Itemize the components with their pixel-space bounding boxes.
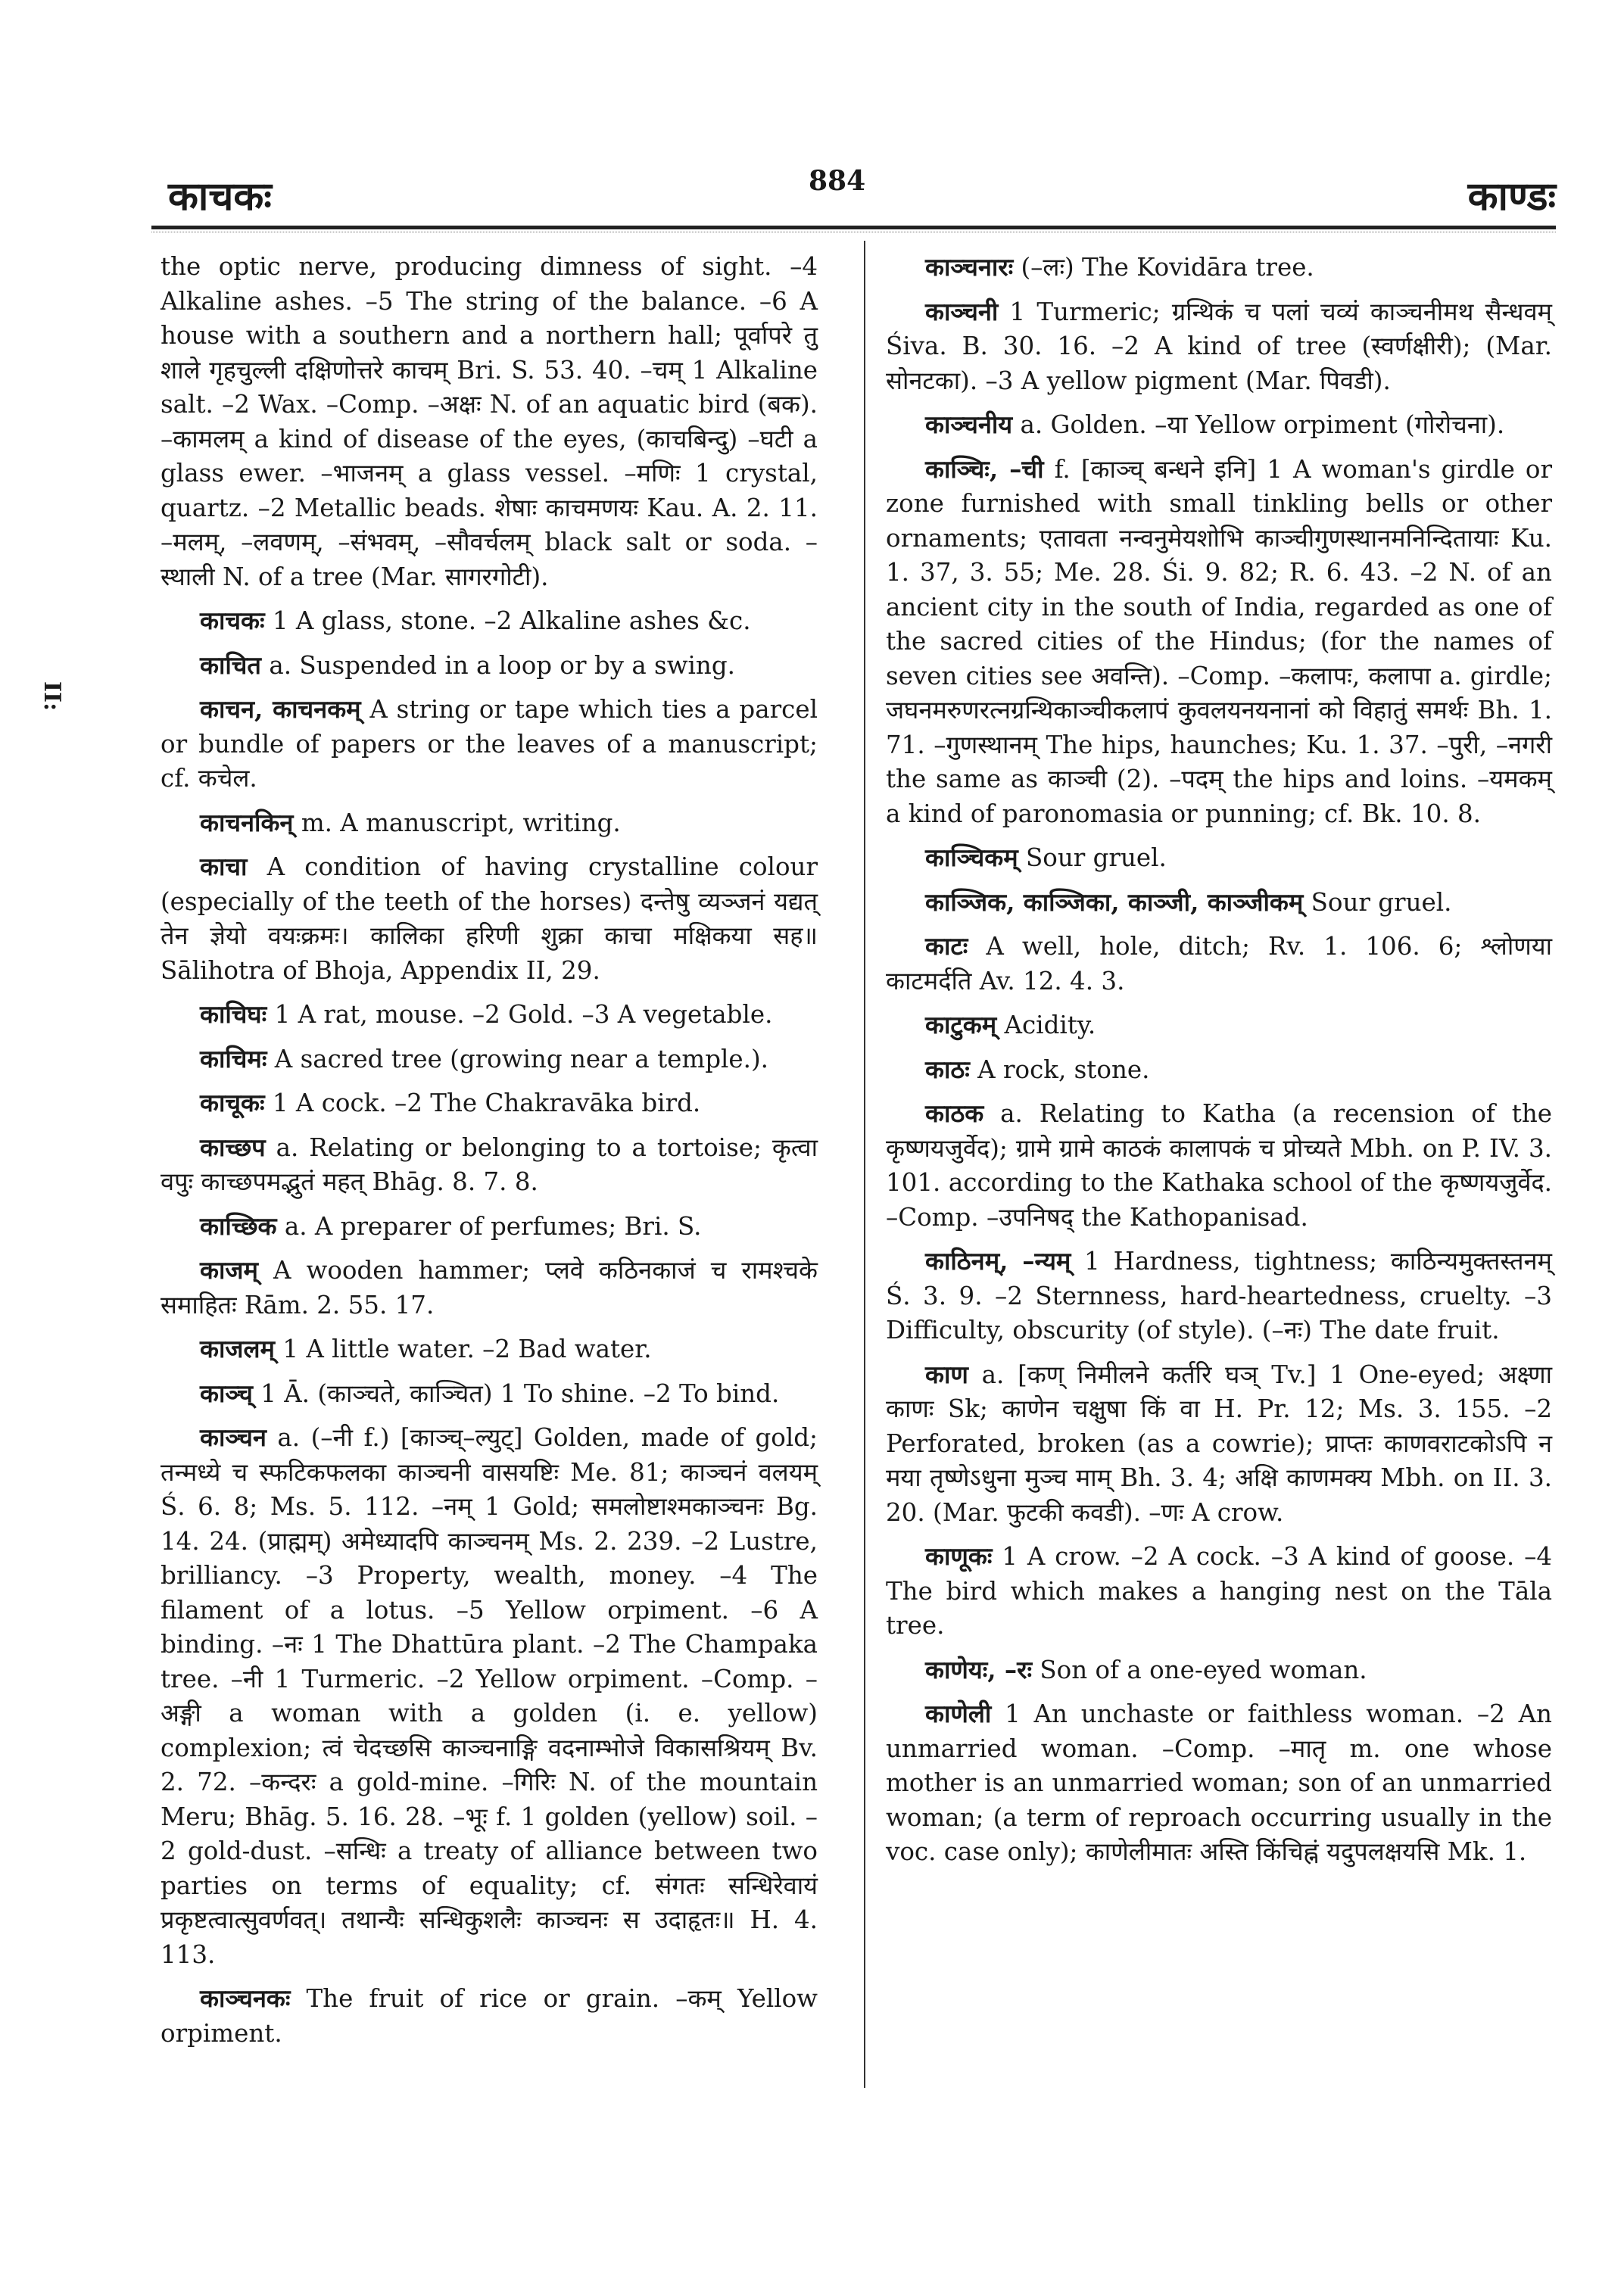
margin-mark: II: — [39, 681, 65, 712]
headword: काठक — [925, 1098, 984, 1128]
entry-text: 1 Hardness, tightness; काठिन्यमुक्तस्तनम् Ś. 3. 9. –2 Sternness, hard-heartedness, cruelty. –3 Difficulty, obscurity (of style). (–नः) The date fruit. — [886, 1247, 1552, 1344]
dictionary-entry — [161, 603, 818, 639]
dictionary-entry — [886, 929, 1552, 999]
headword: काजलम् — [200, 1334, 275, 1363]
headword: काञ्चनारः — [925, 252, 1014, 282]
dictionary-entry — [886, 1653, 1552, 1688]
headword: काञ्चनी — [925, 296, 999, 326]
headword: काणेयः, –रः — [925, 1654, 1033, 1684]
entry-text: A well, hole, ditch; Rv. 1. 106. 6; श्लोणया काटमर्दति Av. 12. 4. 3. — [886, 932, 1552, 995]
headword: काचूकः — [200, 1088, 265, 1117]
entry-text: Son of a one-eyed woman. — [1040, 1655, 1367, 1684]
entry-text: a. (–नी f.) [काञ्च्–ल्युट्] Golden, made of gold; तन्मध्ये च स्फटिकफलका काञ्चनी वासयष्टिः Me. 81; काञ्चनं वलयम् Ś. 6. 8; Ms. 5. 112. –नम् 1 Gold; समलोष्टाश्मकाञ्चनः Bg. 14. 24. (प्राह्मम्) अमेध्यादपि काञ्चनम् Ms. 2. 239. –2 Lustre, brilliancy. –3 Property, wealth, money. –4 The filament of a lotus. –5 Yellow orpiment. –6 A binding. –नः 1 The Dhattūra plant. –2 The Champaka tree. –नी 1 Turmeric. –2 Yellow orpiment. –Comp. –अङ्गी a woman with a golden (i. e. yellow) complexion; त्वं चेदच्छसि काञ्चनाङ्गि वदनाम्भोजे विकासश्रियम् Bv. 2. 72. –कन्दरः a gold-mine. –गिरिः N. of the mountain Meru; Bhāg. 5. 16. 28. –भूः f. 1 golden (yellow) soil. –2 gold-dust. –सन्धिः a treaty of alliance between two parties on terms of equality; cf. संगतः सन्धिरेवायं प्रकृष्टत्वात्सुवर्णवत्। तथान्यैः सन्धिकुशलैः काञ्चनः स उदाहृतः॥ H. 4. 113. — [161, 1423, 818, 1969]
dictionary-entry — [161, 805, 818, 841]
dictionary-entry — [886, 1008, 1552, 1043]
header-rule — [151, 226, 1556, 229]
headword: काच्छप — [200, 1132, 266, 1162]
entry-text: Sour gruel. — [1311, 887, 1452, 917]
entry-text: a. Relating or belonging to a tortoise; कृत्वा वपुः काच्छपमद्भुतं महत् Bhāg. 8. 7. 8. — [161, 1132, 818, 1196]
entry-text: m. A manuscript, writing. — [301, 808, 621, 837]
headword: काचनकिन् — [200, 807, 294, 837]
entry-continuation — [161, 250, 818, 594]
header-right-guideword: काण्डः — [1467, 173, 1556, 220]
headword: काचकः — [200, 606, 265, 635]
dictionary-entry — [161, 1332, 818, 1367]
headword: काचित — [200, 650, 261, 680]
dictionary-entry — [886, 250, 1552, 285]
entry-text: A condition of having crystalline colour (especially of the teeth of the horses) दन्तेषु व्यञ्जनं यद्यत् तेन ज्ञेयो वयःक्रमः। कालिका हरिणी शुक्रा काचा मक्षिकया सह॥ Sālihotra of Bhoja, Appendix II, 29. — [161, 852, 818, 985]
headword: काणूकः — [925, 1541, 993, 1571]
entry-text: A wooden hammer; प्लवे कठिनकाजं च रामश्चके समाहितः Rām. 2. 55. 17. — [161, 1256, 818, 1319]
headword: काञ्चनकः — [200, 1983, 291, 2013]
dictionary-entry — [886, 885, 1552, 921]
column-divider — [864, 241, 865, 2088]
right-column — [886, 250, 1552, 1879]
dictionary-entry — [886, 840, 1552, 876]
entry-text: 1 An unchaste or faithless woman. –2 An unmarried woman. –Comp. –मातृ m. one whose mother is an unmarried woman; son of an unmarried woman; (a term of reproach occurring usually in the voc. case only); काणेलीमातः अस्ति किंचिह्नं यदुपलक्षयसि Mk. 1. — [886, 1699, 1552, 1866]
headword: काञ्च् — [200, 1378, 253, 1408]
headword: काठः — [925, 1054, 970, 1084]
dictionary-entry — [886, 1539, 1552, 1643]
dictionary-entry — [161, 648, 818, 684]
entry-text: 1 Turmeric; ग्रन्थिकं च पलां चव्यं काञ्चनीमथ सैन्धवम् Śiva. B. 30. 16. –2 A kind of tree (स्वर्णक्षीरी); (Mar. सोनटका). –3 A yellow pigment (Mar. पिवडी). — [886, 297, 1552, 395]
headword: काञ्चनीय — [925, 410, 1013, 439]
entry-text: 1 A cock. –2 The Chakravāka bird. — [272, 1089, 701, 1117]
header-left-guideword: काचकः — [168, 173, 272, 220]
entry-text: The fruit of rice or grain. –कम् Yellow orpiment. — [161, 1984, 818, 2048]
dictionary-entry — [161, 1981, 818, 2051]
headword: काञ्चिकम् — [925, 843, 1018, 872]
entry-text: 1 A crow. –2 A cock. –3 A kind of goose. –4 The bird which makes a hanging nest on the Tāla tree. — [886, 1542, 1553, 1640]
entry-text: f. [काञ्च् बन्धने इनि] 1 A woman's girdle or zone furnished with small tinkling bells or other ornaments; एतावता नन्वनुमेयशोभि काञ्चीगुणस्थानमनिन्दितायाः Ku. 1. 37, 3. 55; Me. 28. Śi. 9. 82; R. 6. 43. –2 N. of an ancient city in the south of India, regarded as one of the sacred cities of the Hindus; (for the names of seven cities see अवन्ति). –Comp. –कलापः, कलापा a. girdle; जघनमरुणरत्नग्रन्थिकाञ्चीकलापं कुवलयनयनानां को विहातुं समर्थः Bh. 1. 71. –गुणस्थानम् The hips, haunches; Ku. 1. 37. –पुरी, –नगरी the same as काञ्ची (2). –पदम् the hips and loins. –यमकम् a kind of paronomasia or punning; cf. Bk. 10. 8. — [886, 454, 1552, 828]
entry-text: a. Suspended in a loop or by a swing. — [269, 650, 735, 680]
dictionary-entry — [886, 452, 1552, 832]
dictionary-entry — [161, 1209, 818, 1245]
dictionary-entry — [161, 1376, 818, 1412]
entry-text: Sour gruel. — [1026, 843, 1167, 872]
entry-text: a. Relating to Katha (a recension of the कृष्णयजुर्वेद); ग्रामे ग्रामे काठकं कालापकं च प्रोच्यते Mbh. on P. IV. 3. 101. according to the Kathaka school of the कृष्णयजुर्वेद. –Comp. –उपनिषद् the Kathopanisad. — [886, 1099, 1552, 1232]
dictionary-entry — [886, 1096, 1552, 1235]
entry-text: (–लः) The Kovidāra tree. — [1021, 253, 1314, 282]
dictionary-entry — [161, 692, 818, 796]
dictionary-entry — [161, 849, 818, 988]
entry-text: 1 A little water. –2 Bad water. — [282, 1335, 652, 1363]
dictionary-entry — [886, 1052, 1552, 1088]
headword: काणेली — [925, 1699, 992, 1728]
entry-text: the optic nerve, producing dimness of sight. –4 Alkaline ashes. –5 The string of the balance. –6 A house with a southern and a northern hall; पूर्वापरे तु शाले गृहचुल्ली दक्षिणोत्तरे काचम् Bri. S. 53. 40. –चम् 1 Alkaline salt. –2 Wax. –Comp. –अक्षः N. of an aquatic bird (बक). –कामलम् a kind of disease of the eyes, (काचबिन्दु) –घटी a glass ewer. –भाजनम् a glass vessel. –मणिः 1 crystal, quartz. –2 Metallic beads. शेषाः काचमणयः Kau. A. 2. 11. –मलम्, –लवणम्, –संभवम्, –सौवर्चलम् black salt or soda. –स्थाली N. of a tree (Mar. सागरगोटी). — [161, 252, 818, 591]
headword: काचन, काचनकम् — [200, 694, 361, 724]
entry-text: 1 Ā. (काञ्चते, काञ्चित) 1 To shine. –2 To bind. — [260, 1379, 780, 1408]
dictionary-entry — [161, 1086, 818, 1121]
dictionary-entry — [161, 1042, 818, 1077]
headword: काठिनम्, –न्यम् — [925, 1246, 1071, 1276]
entry-text: Acidity. — [1004, 1011, 1096, 1039]
entry-text: a. Golden. –या Yellow orpiment (गोरोचना). — [1020, 410, 1505, 439]
entry-text: a. A preparer of perfumes; Bri. S. — [284, 1211, 702, 1241]
entry-text: 1 A glass, stone. –2 Alkaline ashes &c. — [272, 606, 751, 635]
headword: काजम् — [200, 1255, 258, 1285]
entry-text: A sacred tree (growing near a temple.). — [274, 1044, 769, 1073]
dictionary-entry — [161, 1253, 818, 1323]
page-number: 884 — [809, 165, 866, 197]
headword: काच्छिक — [200, 1210, 277, 1241]
headword: काञ्चन — [200, 1422, 267, 1452]
headword: काण — [925, 1359, 968, 1389]
headword: काटुकम् — [925, 1010, 997, 1039]
headword: काचा — [200, 852, 248, 881]
dictionary-entry — [161, 1130, 818, 1200]
entry-text: 1 A rat, mouse. –2 Gold. –3 A vegetable. — [274, 1000, 773, 1029]
headword: काटः — [925, 931, 968, 961]
headword: काञ्जिक, काञ्जिका, काञ्जी, काञ्जीकम् — [925, 886, 1304, 917]
headword: काचिमः — [200, 1043, 267, 1073]
entry-text: A string or tape which ties a parcel or bundle of papers or the leaves of a manuscript; cf. कचेल. — [161, 695, 818, 793]
dictionary-entry — [886, 1244, 1552, 1348]
headword: काचिघः — [200, 999, 267, 1029]
headword: काञ्चिः, –ची — [925, 453, 1044, 484]
dictionary-entry — [886, 1357, 1552, 1531]
dictionary-entry — [161, 1420, 818, 1972]
dictionary-entry — [886, 407, 1552, 443]
entry-text: a. [कण् निमीलने कर्तरि घञ् Tv.] 1 One-eyed; अक्ष्णा काणः Sk; काणेन चक्षुषा किं वा H. Pr. 12; Ms. 3. 155. –2 Perforated, broken (as a cowrie); प्राप्तः काणवराटकोऽपि न मया तृष्णेऽधुना मुञ्च माम् Bh. 3. 4; अक्षि काणमक्य Mbh. on II. 3. 20. (Mar. फुटकी कवडी). –णः A crow. — [886, 1360, 1552, 1527]
dictionary-entry — [886, 294, 1552, 399]
dictionary-entry — [886, 1696, 1552, 1870]
dictionary-entry — [161, 997, 818, 1033]
left-column — [161, 250, 818, 2060]
entry-text: A rock, stone. — [977, 1055, 1150, 1084]
